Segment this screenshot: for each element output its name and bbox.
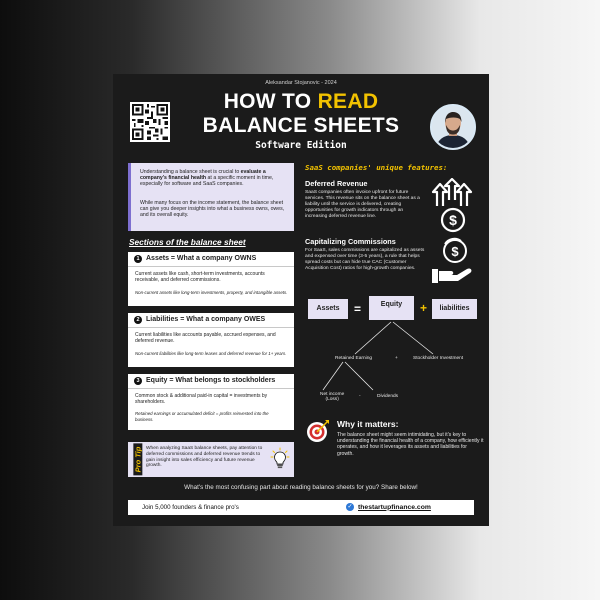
title-highlight: READ: [317, 90, 379, 113]
website-link[interactable]: thestartupfinance.com: [358, 503, 431, 511]
title-line-2: BALANCE SHEETS: [202, 114, 400, 137]
saas-features-heading: SaaS companies' unique features:: [305, 163, 448, 172]
retained-earning-label: Retained Earning: [335, 356, 373, 361]
liabilities-card-header: [128, 313, 294, 328]
target-icon: [306, 419, 330, 443]
card-text: Current assets like cash, short-term investments, accounts receivable, and deferred commissions.: [135, 271, 265, 283]
footer-join-text: Join 5,000 founders & finance pro's: [142, 504, 239, 511]
card-title: Liabilities = What a company OWES: [146, 316, 266, 323]
assets-card: [128, 252, 294, 306]
why-it-matters-text: The balance sheet might seem intimidating, but it's key to understanding the financial health of a company, how efficiently it operates, and how it leverages its assets and liabilities for growth.: [337, 432, 484, 457]
deferred-revenue-text: SaaS companies often invoice upfront for future services. This revenue sits on the balance sheet as a liability until the service is delivered, creating opportunities for growth indicators through an increasing deferred revenue line.: [305, 190, 420, 219]
assets-card-header: [128, 252, 294, 267]
intro-accent-bar: [128, 163, 131, 231]
card-title: Equity = What belongs to stockholders: [146, 377, 276, 384]
deferred-revenue-title: Deferred Revenue: [305, 179, 368, 188]
author-line: Aleksandar Stojanovic - 2024: [265, 80, 337, 86]
intro-paragraph-2: While many focus on the income statement, the balance sheet can give you deeper insights into what a business owns, owes, and its overall equity.: [140, 200, 285, 219]
stockholder-investment-label: Stockholder Investment: [413, 356, 464, 361]
minus-label: -: [359, 394, 361, 399]
card-text: Current liabilities like accounts payable, accrued expenses, and deferred revenue.: [135, 332, 276, 344]
dividends-label: Dividends: [377, 394, 399, 399]
svg-text:$: $: [451, 244, 459, 259]
capitalizing-commissions-title: Capitalizing Commissions: [305, 237, 396, 246]
engagement-question: What's the most confusing part about reading balance sheets for you? Share below!: [184, 484, 418, 491]
intro-box: [128, 163, 294, 231]
pro-tip-label: Pro Tip: [133, 444, 142, 476]
plus-label: +: [395, 356, 398, 361]
card-text: Common stock & additional paid-in capital = investments by shareholders.: [135, 393, 268, 405]
lightbulb-icon: [270, 447, 290, 471]
growth-dollar-icon: [431, 178, 477, 234]
title-subtitle: Software Edition: [255, 140, 347, 151]
liabilities-box: liabilities: [432, 299, 477, 319]
pro-tip-text: When analyzing SaaS balance sheets, pay attention to deferred commissions and deferred revenue trends to gain insight into sales efficiency and future revenue growth.: [146, 446, 263, 469]
card-number: 1: [134, 255, 142, 263]
hand-dollar-coin-icon: [431, 237, 475, 287]
footer-bar: [128, 500, 474, 515]
equity-box: Equity: [369, 296, 414, 320]
card-note: Non-current liabilities like long-term leases and deferred revenue for 1+ years.: [135, 351, 287, 356]
equals-sign: =: [354, 302, 362, 316]
card-number: 2: [134, 316, 142, 324]
card-note: Retained earnings or accumulated deficit = profits reinvested into the business.: [135, 411, 269, 422]
svg-text:$: $: [449, 212, 457, 228]
intro-paragraph-1: Understanding a balance sheet is crucial to evaluate a company's financial health at a specific moment in time, especially for software and SaaS companies.: [140, 169, 274, 188]
card-title: Assets = What a company OWNS: [146, 255, 257, 262]
equity-card: [128, 374, 294, 430]
title-line-1: HOW TO READ: [223, 90, 379, 113]
net-income-label: Net income (Loss): [320, 392, 345, 402]
card-note: Non-current assets like long-term investments, property, and intangible assets.: [135, 290, 288, 295]
check-badge-icon: ✓: [347, 504, 353, 510]
sections-heading: Sections of the balance sheet: [129, 237, 246, 247]
equity-card-header: [128, 374, 294, 389]
capitalizing-commissions-text: For SaaS, sales commissions are capitalized as assets and expensed over time (3-5 years), a rule that helps spread costs but can hide true CAC (Customer Acquisition Cost) ratios for high-growth companies.: [305, 248, 425, 271]
plus-sign: +: [420, 301, 428, 315]
why-it-matters-heading: Why it matters:: [337, 419, 399, 429]
card-number: 3: [134, 377, 142, 385]
pro-tip-box: [128, 442, 294, 477]
liabilities-card: [128, 313, 294, 367]
poster: [113, 74, 489, 526]
assets-box: Assets: [308, 299, 348, 319]
